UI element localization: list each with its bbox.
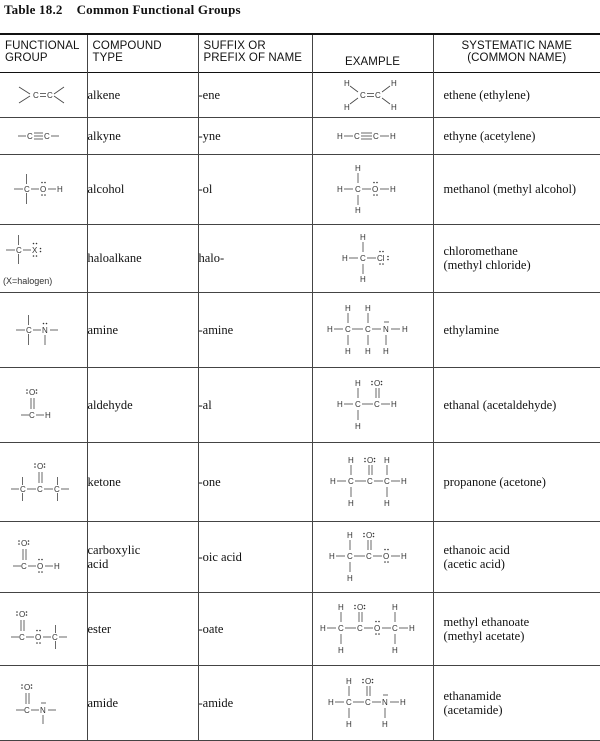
table-number: Table 18.2 bbox=[4, 2, 63, 17]
methyl-ethanoate-structure bbox=[318, 600, 428, 658]
atom-label: N bbox=[42, 325, 49, 335]
atom-label: C bbox=[26, 325, 33, 335]
atom-label: O bbox=[366, 455, 373, 465]
compound-type-cell: aldehyde bbox=[87, 367, 198, 442]
atom-label: H bbox=[319, 623, 326, 633]
atom-label: H bbox=[337, 645, 344, 655]
atom-label: C bbox=[366, 476, 373, 486]
atom-label: C bbox=[359, 254, 366, 263]
atom-label: O bbox=[29, 387, 36, 397]
atom-label: H bbox=[54, 561, 61, 571]
atom-label: H bbox=[390, 399, 397, 409]
ethyne-structure bbox=[333, 128, 413, 144]
functional-group-cell bbox=[0, 154, 87, 224]
systematic-name-cell: methanol (methyl alcohol) bbox=[443, 182, 577, 196]
example-cell bbox=[312, 442, 433, 521]
atom-label: C bbox=[383, 476, 390, 486]
table-row bbox=[0, 224, 600, 292]
atom-label: C bbox=[364, 324, 371, 334]
atom-label: C bbox=[391, 623, 398, 633]
table-title: Common Functional Groups bbox=[76, 2, 241, 17]
example-cell bbox=[312, 521, 433, 592]
ethanal-structure bbox=[335, 376, 411, 434]
atom-label: H bbox=[391, 602, 398, 612]
atom-label: H bbox=[341, 254, 348, 263]
affix-cell: -one bbox=[198, 442, 312, 521]
table-row bbox=[0, 117, 600, 154]
atom-label: H bbox=[347, 455, 354, 465]
atom-label: H bbox=[343, 102, 350, 112]
atom-label: C bbox=[354, 185, 361, 194]
functional-group-cell bbox=[0, 72, 87, 117]
atom-label: C bbox=[24, 705, 31, 715]
atom-label: C bbox=[337, 623, 344, 633]
atom-label: H bbox=[382, 346, 389, 356]
ethene-structure bbox=[338, 76, 408, 114]
example-cell bbox=[312, 292, 433, 367]
compound-type-cell: alcohol bbox=[87, 154, 198, 224]
methanol-structure bbox=[333, 161, 413, 217]
atom-label: H bbox=[408, 623, 415, 633]
example-cell bbox=[312, 592, 433, 665]
atom-label: H bbox=[390, 102, 397, 112]
atom-label: H bbox=[390, 78, 397, 88]
table-row bbox=[0, 592, 600, 665]
atom-label: H bbox=[364, 346, 371, 356]
atom-label: O bbox=[35, 632, 42, 642]
atom-label: H bbox=[364, 303, 371, 313]
functional-groups-table bbox=[0, 33, 600, 741]
atom-label: H bbox=[347, 498, 354, 508]
alkyne-group-structure bbox=[14, 128, 72, 144]
affix-cell: halo- bbox=[198, 224, 312, 292]
atom-label: H bbox=[346, 530, 353, 540]
atom-label: H bbox=[381, 719, 388, 729]
atom-label: H bbox=[336, 185, 343, 194]
atom-label: C bbox=[20, 484, 27, 494]
affix-cell: -oate bbox=[198, 592, 312, 665]
atom-label: H bbox=[328, 551, 335, 561]
atom-label: H bbox=[327, 697, 334, 707]
table-row bbox=[0, 154, 600, 224]
header-suffix-prefix: SUFFIX OR PREFIX OF NAME bbox=[198, 34, 312, 72]
header-example: EXAMPLE bbox=[312, 34, 433, 72]
compound-type-cell: haloalkane bbox=[87, 224, 198, 292]
atom-label: H bbox=[345, 719, 352, 729]
atom-label: H bbox=[399, 697, 406, 707]
example-cell bbox=[312, 367, 433, 442]
atom-label: C bbox=[54, 484, 61, 494]
example-cell bbox=[312, 224, 433, 292]
ketone-group-structure bbox=[8, 457, 78, 507]
atom-label: H bbox=[400, 551, 407, 561]
atom-label: C bbox=[372, 131, 379, 141]
atom-label: N bbox=[40, 705, 47, 715]
amine-group-structure bbox=[13, 310, 73, 350]
compound-type-cell: amine bbox=[87, 292, 198, 367]
atom-label: C bbox=[33, 90, 40, 100]
example-cell bbox=[312, 117, 433, 154]
example-cell bbox=[312, 665, 433, 740]
systematic-name-cell: propanone (acetone) bbox=[443, 474, 546, 489]
atom-label: O bbox=[40, 185, 47, 194]
header-compound-type: COMPOUND TYPE bbox=[87, 34, 198, 72]
atom-label: C bbox=[353, 131, 360, 141]
amide-group-structure bbox=[13, 678, 73, 728]
atom-label: H bbox=[354, 421, 361, 431]
compound-type-cell: ketone bbox=[87, 442, 198, 521]
chloromethane-structure bbox=[338, 230, 408, 286]
atom-label: H bbox=[401, 324, 408, 334]
alcohol-group-structure bbox=[11, 169, 75, 209]
compound-type-cell: alkene bbox=[87, 72, 198, 117]
table-row bbox=[0, 665, 600, 740]
atom-label: C bbox=[359, 90, 366, 100]
atom-label: O bbox=[21, 538, 28, 548]
affix-cell: -amine bbox=[198, 292, 312, 367]
atom-label: H bbox=[344, 303, 351, 313]
atom-label: Cl bbox=[376, 254, 385, 263]
table-row bbox=[0, 442, 600, 521]
functional-group-cell bbox=[0, 665, 87, 740]
systematic-name-cell: ethylamine bbox=[443, 322, 500, 337]
functional-group-cell bbox=[0, 292, 87, 367]
ethanoic-acid-structure bbox=[327, 528, 419, 586]
atom-label: C bbox=[347, 476, 354, 486]
affix-cell: -al bbox=[198, 367, 312, 442]
example-cell bbox=[312, 154, 433, 224]
systematic-name-cell: ethyne (acetylene) bbox=[443, 128, 536, 143]
atom-label: H bbox=[354, 378, 361, 388]
atom-label: H bbox=[326, 324, 333, 334]
systematic-name-cell: ethanamide (acetamide) bbox=[443, 688, 503, 717]
atom-label: C bbox=[356, 623, 363, 633]
ethanamide-structure bbox=[326, 674, 420, 732]
atom-label: H bbox=[359, 233, 366, 242]
atom-label: O bbox=[373, 378, 380, 388]
atom-label: C bbox=[16, 246, 22, 255]
atom-label: H bbox=[383, 498, 390, 508]
atom-label: H bbox=[389, 131, 396, 141]
atom-label: C bbox=[354, 399, 361, 409]
compound-type-cell: alkyne bbox=[87, 117, 198, 154]
systematic-name-cell: ethanoic acid (acetic acid) bbox=[443, 542, 510, 571]
atom-label: O bbox=[364, 676, 371, 686]
affix-cell: -yne bbox=[198, 117, 312, 154]
table-caption bbox=[4, 2, 241, 18]
atom-label: C bbox=[374, 90, 381, 100]
atom-label: H bbox=[383, 455, 390, 465]
atom-label: C bbox=[373, 399, 380, 409]
header-row bbox=[0, 34, 600, 72]
affix-cell: -amide bbox=[198, 665, 312, 740]
atom-label: C bbox=[24, 185, 31, 194]
atom-label: H bbox=[354, 206, 361, 215]
alkene-group-structure bbox=[14, 78, 72, 112]
compound-type-cell: carboxylic acid bbox=[87, 521, 198, 592]
atom-label: H bbox=[57, 185, 64, 194]
atom-label: H bbox=[329, 476, 336, 486]
systematic-name-cell: chloromethane (methyl chloride) bbox=[443, 244, 531, 272]
atom-label: O bbox=[24, 682, 31, 692]
carboxylic-acid-group-structure bbox=[10, 534, 76, 580]
atom-label: C bbox=[364, 697, 371, 707]
systematic-name-cell: ethene (ethylene) bbox=[443, 87, 530, 102]
atom-label: C bbox=[345, 697, 352, 707]
atom-label: C bbox=[19, 632, 26, 642]
atom-label: H bbox=[343, 78, 350, 88]
atom-label: O bbox=[356, 602, 363, 612]
atom-label: C bbox=[365, 551, 372, 561]
atom-label: H bbox=[45, 410, 52, 420]
table-row bbox=[0, 367, 600, 442]
affix-cell: -ol bbox=[198, 154, 312, 224]
atom-label: H bbox=[345, 676, 352, 686]
atom-label: H bbox=[336, 399, 343, 409]
haloalkane-group-structure bbox=[4, 227, 64, 273]
atom-label: C bbox=[44, 131, 51, 141]
atom-label: H bbox=[337, 602, 344, 612]
halogen-note: (X=halogen) bbox=[3, 275, 53, 286]
compound-type-cell: amide bbox=[87, 665, 198, 740]
atom-label: O bbox=[373, 623, 380, 633]
functional-group-cell bbox=[0, 224, 87, 292]
atom-label: H bbox=[391, 645, 398, 655]
atom-label: H bbox=[336, 131, 343, 141]
atom-label: H bbox=[389, 185, 396, 194]
functional-group-cell bbox=[0, 442, 87, 521]
header-functional-group: FUNCTIONAL GROUP bbox=[0, 34, 87, 72]
table-row bbox=[0, 521, 600, 592]
atom-label: C bbox=[37, 484, 44, 494]
atom-label: O bbox=[37, 561, 44, 571]
atom-label: X bbox=[32, 246, 38, 255]
aldehyde-group-structure bbox=[18, 383, 68, 427]
functional-group-cell bbox=[0, 521, 87, 592]
atom-label: O bbox=[382, 551, 389, 561]
atom-label: C bbox=[52, 632, 59, 642]
atom-label: O bbox=[365, 530, 372, 540]
systematic-name-cell: ethanal (acetaldehyde) bbox=[443, 397, 557, 412]
ethylamine-structure bbox=[325, 301, 421, 359]
affix-cell: -oic acid bbox=[198, 521, 312, 592]
atom-label: N bbox=[382, 324, 389, 334]
systematic-name-cell: methyl ethanoate (methyl acetate) bbox=[443, 614, 530, 643]
atom-label: H bbox=[346, 573, 353, 583]
atom-label: C bbox=[344, 324, 351, 334]
atom-label: H bbox=[359, 275, 366, 284]
example-cell bbox=[312, 72, 433, 117]
atom-label: N bbox=[381, 697, 388, 707]
atom-label: H bbox=[354, 164, 361, 173]
functional-group-cell bbox=[0, 367, 87, 442]
table-row bbox=[0, 292, 600, 367]
atom-label: H bbox=[344, 346, 351, 356]
atom-label: C bbox=[21, 561, 28, 571]
atom-label: H bbox=[400, 476, 407, 486]
header-systematic-name: SYSTEMATIC NAME (COMMON NAME) bbox=[461, 40, 573, 64]
table-row bbox=[0, 72, 600, 117]
atom-label: O bbox=[371, 185, 378, 194]
atom-label: C bbox=[29, 410, 36, 420]
atom-label: C bbox=[346, 551, 353, 561]
atom-label: O bbox=[37, 461, 44, 471]
ester-group-structure bbox=[8, 605, 78, 653]
functional-group-cell bbox=[0, 117, 87, 154]
atom-label: C bbox=[47, 90, 54, 100]
affix-cell: -ene bbox=[198, 72, 312, 117]
atom-label: C bbox=[27, 131, 34, 141]
compound-type-cell: ester bbox=[87, 592, 198, 665]
propanone-structure bbox=[328, 453, 418, 511]
functional-group-cell bbox=[0, 592, 87, 665]
atom-label: O bbox=[19, 609, 26, 619]
